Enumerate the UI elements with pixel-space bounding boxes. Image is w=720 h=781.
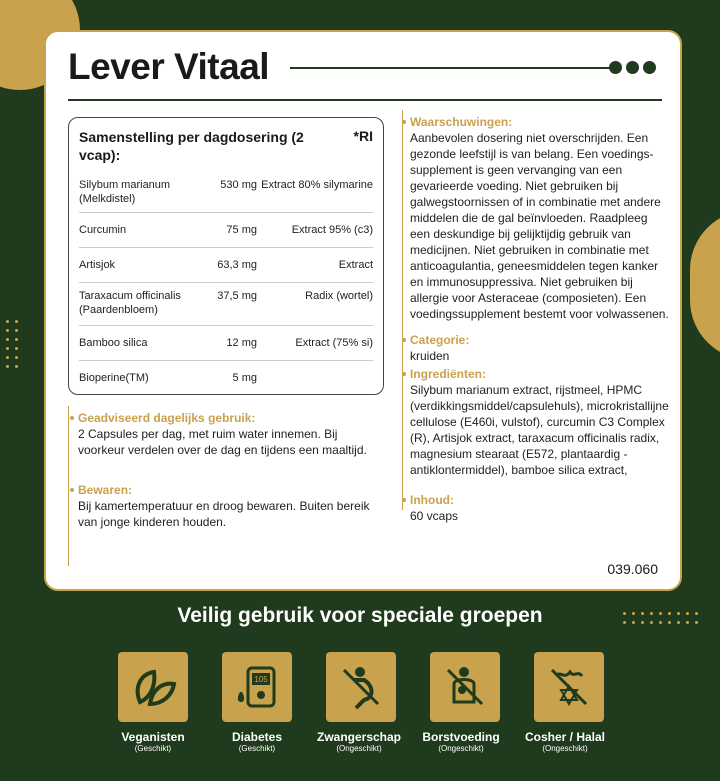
ingredient-amount: 12 mg bbox=[226, 337, 257, 349]
section-divider bbox=[402, 110, 403, 510]
composition-table bbox=[68, 117, 384, 395]
table-row bbox=[79, 326, 373, 361]
ingredient-amount: 63,3 mg bbox=[217, 259, 257, 271]
pregnancy-icon bbox=[326, 652, 396, 722]
group-name: Zwangerschap bbox=[316, 730, 402, 744]
content-text: 60 vcaps bbox=[410, 509, 459, 523]
warnings-heading: Waarschuwingen: bbox=[410, 114, 670, 130]
ingredient-name: Bamboo silica bbox=[79, 337, 148, 349]
storage-heading: Bewaren: bbox=[78, 482, 378, 498]
group-icons bbox=[118, 652, 604, 722]
ingredient-name: Taraxacum officinalis (Paardenbloem) bbox=[79, 290, 181, 316]
category-section bbox=[410, 332, 670, 364]
article-code: 039.060 bbox=[607, 561, 658, 577]
group-status: (Geschikt) bbox=[238, 744, 276, 753]
ingredient-extract: Extract 80% silymarine bbox=[261, 179, 373, 191]
usage-section bbox=[78, 410, 378, 458]
ingredient-name: Curcumin bbox=[79, 224, 127, 236]
ingredient-extract: Radix (wortel) bbox=[305, 290, 373, 302]
storage-text: Bij kamertemperatuur en droog bewaren. Buiten bereik van jonge kinderen houden. bbox=[78, 499, 370, 529]
glucose-meter-icon bbox=[222, 652, 292, 722]
table-row bbox=[79, 248, 373, 283]
ingredient-name: Silybum marianum (Melkdistel) bbox=[79, 179, 171, 205]
group-name: Veganisten bbox=[121, 730, 185, 744]
breastfeeding-icon bbox=[430, 652, 500, 722]
leaves-icon bbox=[118, 652, 188, 722]
ingredients-text: Silybum marianum extract, rijstmeel, HPMC (verdikkingsmiddel/capsulehuls), microkristallijne cellulose (E460i, vulstof), curcumin C3 Complex (R), Artisjok extract, taraxacum officinalis radix, magnesium stearaat (E572, plantaardig - antiklontermiddel), bamboe silica extract, bbox=[410, 383, 669, 477]
product-card bbox=[44, 30, 682, 591]
ingredient-amount: 5 mg bbox=[232, 372, 257, 384]
usage-text: 2 Capsules per dag, met ruim water innemen. Bij voorkeur verdelen over de dag en tijdens een maaltijd. bbox=[78, 427, 367, 457]
content-heading: Inhoud: bbox=[410, 492, 670, 508]
group-status: (Geschikt) bbox=[134, 744, 172, 753]
ingredients-section bbox=[410, 366, 670, 478]
usage-heading: Geadviseerd dagelijks gebruik: bbox=[78, 410, 378, 426]
groups-title: Veilig gebruik voor speciale groepen bbox=[177, 604, 543, 627]
composition-heading: Samenstelling per dagdosering (2 vcap): bbox=[79, 129, 304, 163]
group-label-breastfeeding bbox=[401, 730, 521, 753]
ingredient-amount: 37,5 mg bbox=[217, 290, 257, 302]
group-name: Cosher / Halal bbox=[524, 730, 606, 744]
ingredient-amount: 75 mg bbox=[226, 224, 257, 236]
product-title: Lever Vitaal bbox=[68, 46, 270, 87]
kosher-halal-icon bbox=[534, 652, 604, 722]
decor-dots bbox=[6, 320, 18, 368]
warnings-text: Aanbevolen dosering niet overschrijden. Een gezonde leefstijl is van belang. Een voedings-supplement is geen vervanging van een gevarieerde voeding. Niet gebruiken bij galwegstoornissen of in combinatie met andere middelen die de gal beïnvloeden. Raadpleeg een deskundige bij gelijktijdig gebruik van medicijnen. Niet gebruiken in combinatie met anticoagulantia, geneesmiddelen tegen kanker en immunosuppressiva. Niet gebruiken bij allergie voor Asteraceae (composieten). Een voedingssupplement bestemt voor volwassenen. bbox=[410, 131, 669, 321]
group-label-vegans bbox=[93, 730, 213, 753]
ingredient-name: Artisjok bbox=[79, 259, 116, 271]
storage-section bbox=[78, 482, 378, 530]
meter-value: 105 bbox=[254, 675, 268, 684]
category-heading: Categorie: bbox=[410, 332, 670, 348]
ingredients-heading: Ingrediënten: bbox=[410, 366, 670, 382]
ingredient-name: Bioperine(TM) bbox=[79, 372, 149, 384]
table-row bbox=[79, 361, 373, 391]
group-status: (Ongeschikt) bbox=[542, 744, 588, 753]
table-row bbox=[79, 213, 373, 248]
ri-label: *RI bbox=[353, 128, 373, 144]
category-text: kruiden bbox=[410, 349, 450, 363]
ingredient-extract: Extract 95% (c3) bbox=[291, 224, 373, 236]
warnings-section bbox=[410, 114, 670, 322]
title-dots bbox=[609, 61, 656, 74]
group-name: Borstvoeding bbox=[422, 730, 500, 744]
decor-half-circle bbox=[690, 210, 720, 360]
ingredient-extract: Extract bbox=[338, 259, 373, 271]
title-divider bbox=[290, 67, 612, 69]
content-section bbox=[410, 492, 670, 524]
group-name: Diabetes bbox=[231, 730, 283, 744]
header-divider bbox=[68, 99, 662, 101]
ingredient-amount: 530 mg bbox=[220, 179, 257, 191]
table-row bbox=[79, 283, 373, 326]
group-status: (Ongeschikt) bbox=[438, 744, 484, 753]
group-status: (Ongeschikt) bbox=[336, 744, 382, 753]
table-row bbox=[79, 172, 373, 213]
ingredient-extract: Extract (75% si) bbox=[295, 337, 373, 349]
section-divider bbox=[68, 406, 69, 566]
group-label-kosher-halal bbox=[505, 730, 625, 753]
